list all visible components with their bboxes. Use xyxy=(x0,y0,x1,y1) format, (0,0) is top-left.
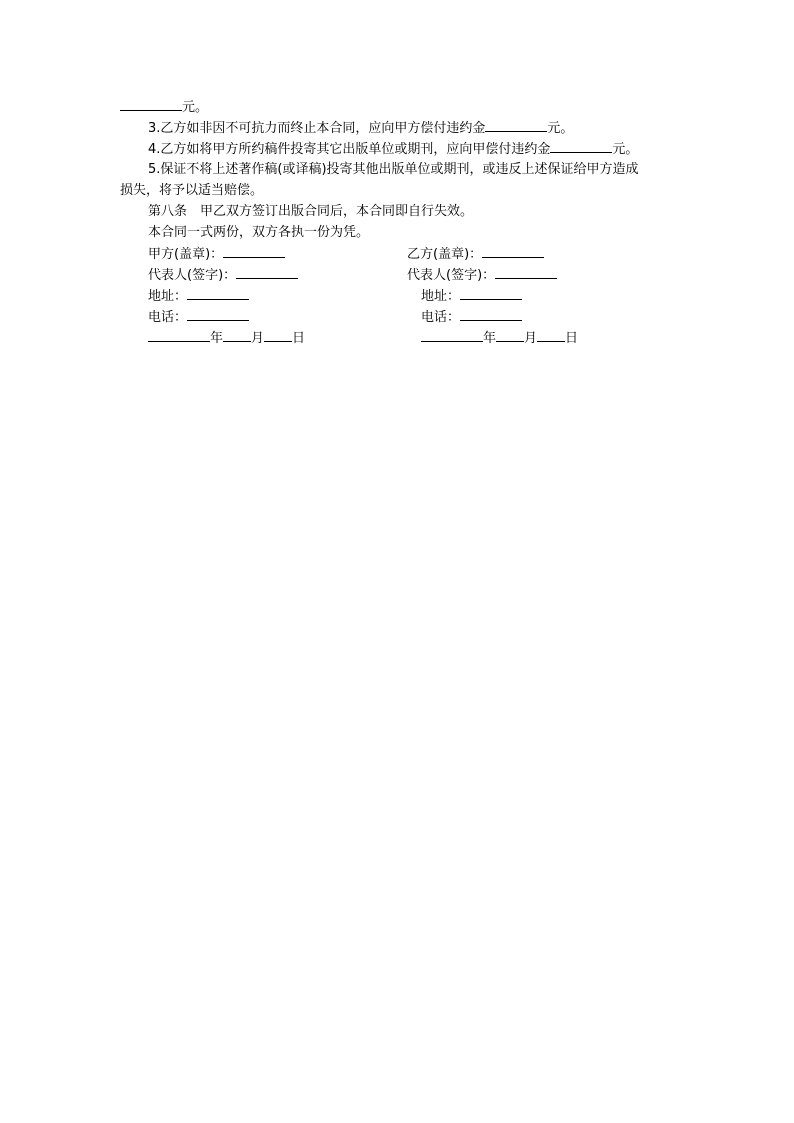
party-b-representative xyxy=(407,264,557,285)
clause-item-5-continued: 损失，将予以适当赔偿。 xyxy=(120,183,264,198)
party-a-phone-label: 电话： xyxy=(148,310,188,325)
party-b-month-label: 月 xyxy=(524,331,538,346)
party-a-representative xyxy=(148,264,298,285)
party-a-address xyxy=(148,285,249,306)
amount-blank[interactable] xyxy=(120,96,182,111)
party-b-year-label: 年 xyxy=(483,331,497,346)
copies-clause xyxy=(120,222,708,243)
party-a-seal-label: 甲方(盖章)： xyxy=(148,247,224,262)
party-b-day-blank[interactable] xyxy=(537,327,565,342)
clause-item-3-text: 3.乙方如非因不可抗力而终止本合同，应向甲方偿付违约金 xyxy=(148,121,486,136)
party-a-rep-blank[interactable] xyxy=(236,264,298,279)
party-b-address-label: 地址： xyxy=(421,289,461,304)
party-b-rep-label: 代表人(签字)： xyxy=(407,268,496,283)
clause-2-tail xyxy=(120,96,680,117)
copies-clause-text: 本合同一式两份，双方各执一份为凭。 xyxy=(148,225,370,240)
party-b-day-label: 日 xyxy=(565,331,579,346)
party-a-year-label: 年 xyxy=(210,331,224,346)
party-b-month-blank[interactable] xyxy=(496,327,524,342)
penalty-amount-blank[interactable] xyxy=(550,138,612,153)
party-a-phone-blank[interactable] xyxy=(187,306,249,321)
party-a-address-label: 地址： xyxy=(148,289,188,304)
party-b-phone xyxy=(421,306,522,327)
clause-item-5-line-1 xyxy=(120,159,708,180)
party-b-address xyxy=(421,285,522,306)
party-a-seal xyxy=(148,243,285,264)
party-b-rep-blank[interactable] xyxy=(495,264,557,279)
party-a-rep-label: 代表人(签字)： xyxy=(148,268,237,283)
party-a-phone xyxy=(148,306,249,327)
clause-item-4-tail: 元。 xyxy=(612,142,639,157)
party-b-year-blank[interactable] xyxy=(421,327,483,342)
clause-item-4-text: 4.乙方如将甲方所约稿件投寄其它出版单位或期刊，应向甲偿付违约金 xyxy=(148,142,551,157)
party-a-date xyxy=(148,327,305,348)
party-b-phone-label: 电话： xyxy=(421,310,461,325)
article-8-text: 第八条 甲乙双方签订出版合同后，本合同即自行失效。 xyxy=(148,204,474,219)
party-a-day-blank[interactable] xyxy=(264,327,292,342)
party-a-month-blank[interactable] xyxy=(223,327,251,342)
party-b-address-blank[interactable] xyxy=(460,285,522,300)
party-a-year-blank[interactable] xyxy=(148,327,210,342)
party-b-seal-label: 乙方(盖章)： xyxy=(407,247,483,262)
party-b-date xyxy=(421,327,578,348)
party-b-seal xyxy=(407,243,544,264)
clause-2-tail-text: 元。 xyxy=(182,100,209,115)
party-a-address-blank[interactable] xyxy=(187,285,249,300)
article-8 xyxy=(120,201,708,222)
clause-item-5-text: 5.保证不将上述著作稿(或译稿)投寄其他出版单位或期刊，或违反上述保证给甲方造成 xyxy=(148,162,639,177)
clause-item-3-tail: 元。 xyxy=(547,121,574,136)
party-a-month-label: 月 xyxy=(251,331,265,346)
clause-item-3 xyxy=(120,117,708,138)
party-b-phone-blank[interactable] xyxy=(460,306,522,321)
party-a-seal-blank[interactable] xyxy=(223,243,285,258)
party-a-day-label: 日 xyxy=(292,331,306,346)
clause-item-5-line-2 xyxy=(120,180,680,201)
penalty-amount-blank[interactable] xyxy=(485,117,547,132)
clause-item-4 xyxy=(120,138,708,159)
party-b-seal-blank[interactable] xyxy=(482,243,544,258)
